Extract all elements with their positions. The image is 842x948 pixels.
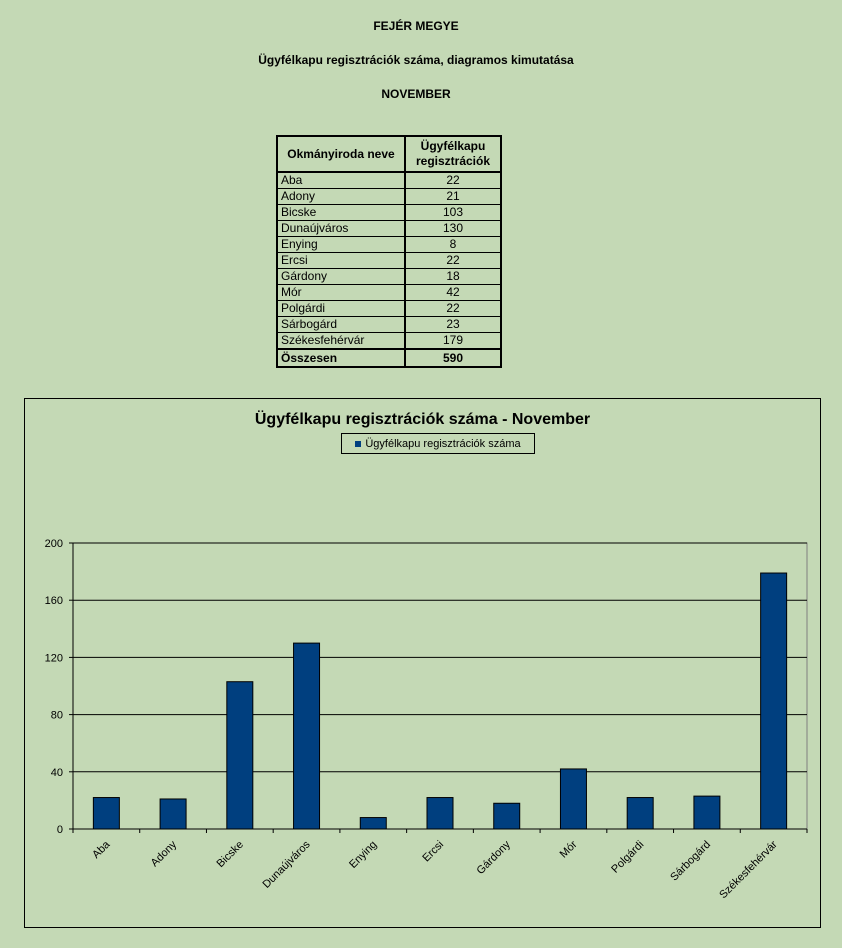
total-row	[277, 349, 501, 367]
registration-count: 179	[405, 333, 501, 350]
county-title: FEJÉR MEGYE	[373, 19, 459, 33]
month-title: NOVEMBER	[381, 87, 451, 101]
registration-count: 42	[405, 285, 501, 301]
x-tick-label: Gárdony	[474, 838, 513, 877]
y-tick-label: 80	[50, 709, 63, 722]
x-tick-label: Polgárdi	[609, 838, 647, 876]
x-tick-label: Bicske	[214, 838, 246, 871]
table-row	[277, 269, 501, 285]
x-tick-label: Adony	[148, 838, 180, 870]
y-tick-label: 40	[50, 766, 63, 779]
bar	[294, 643, 320, 829]
table-row	[277, 317, 501, 333]
registration-count: 21	[405, 189, 501, 205]
office-name: Bicske	[277, 205, 405, 221]
x-tick-label: Székesfehérvár	[717, 838, 780, 902]
x-tick-label: Enying	[347, 838, 380, 871]
office-name: Dunaújváros	[277, 221, 405, 237]
x-tick-label: Sárbogárd	[668, 838, 714, 884]
col-header-registrations: Ügyfélkapu regisztrációk	[405, 136, 501, 172]
chart-panel	[24, 398, 821, 928]
office-name: Sárbogárd	[277, 317, 405, 333]
registration-count: 22	[405, 172, 501, 189]
chart-title: Ügyfélkapu regisztrációk száma - November	[254, 411, 591, 428]
bar	[627, 798, 653, 829]
col-header-office: Okmányiroda neve	[277, 136, 405, 172]
registration-count: 22	[405, 253, 501, 269]
y-tick-label: 120	[44, 652, 63, 665]
legend-label: Ügyfélkapu regisztrációk száma	[365, 437, 521, 450]
x-tick-label: Ercsi	[420, 838, 447, 865]
table-row	[277, 189, 501, 205]
bar	[160, 799, 186, 829]
registration-count: 18	[405, 269, 501, 285]
y-tick-label: 160	[44, 595, 63, 608]
x-tick-label: Mór	[557, 838, 580, 861]
x-tick-label: Aba	[90, 838, 113, 861]
bar-chart	[25, 399, 822, 929]
bar	[93, 798, 119, 829]
x-tick-label: Dunaújváros	[260, 838, 313, 891]
office-name: Aba	[277, 172, 405, 189]
office-name: Adony	[277, 189, 405, 205]
total-value: 590	[405, 349, 501, 367]
bar	[761, 573, 787, 829]
office-name: Enying	[277, 237, 405, 253]
office-name: Ercsi	[277, 253, 405, 269]
office-name: Polgárdi	[277, 301, 405, 317]
table-row	[277, 172, 501, 189]
table-row	[277, 333, 501, 350]
bar	[494, 803, 520, 829]
bar	[560, 769, 586, 829]
y-tick-label: 0	[56, 824, 63, 836]
bar	[694, 796, 720, 829]
plot-area	[73, 543, 807, 829]
registration-count: 103	[405, 205, 501, 221]
registrations-table	[276, 135, 502, 368]
registration-count: 130	[405, 221, 501, 237]
report-subtitle: Ügyfélkapu regisztrációk száma, diagramos kimutatása	[258, 53, 574, 67]
registration-count: 22	[405, 301, 501, 317]
office-name: Székesfehérvár	[277, 333, 405, 350]
table-row	[277, 253, 501, 269]
y-tick-label: 200	[44, 538, 63, 550]
table-row	[277, 221, 501, 237]
total-label: Összesen	[277, 349, 405, 367]
registration-count: 23	[405, 317, 501, 333]
table-row	[277, 301, 501, 317]
office-name: Mór	[277, 285, 405, 301]
table-row	[277, 237, 501, 253]
table-row	[277, 285, 501, 301]
bar	[427, 798, 453, 829]
table-row	[277, 205, 501, 221]
registration-count: 8	[405, 237, 501, 253]
office-name: Gárdony	[277, 269, 405, 285]
bar	[227, 682, 253, 829]
bar	[360, 818, 386, 829]
